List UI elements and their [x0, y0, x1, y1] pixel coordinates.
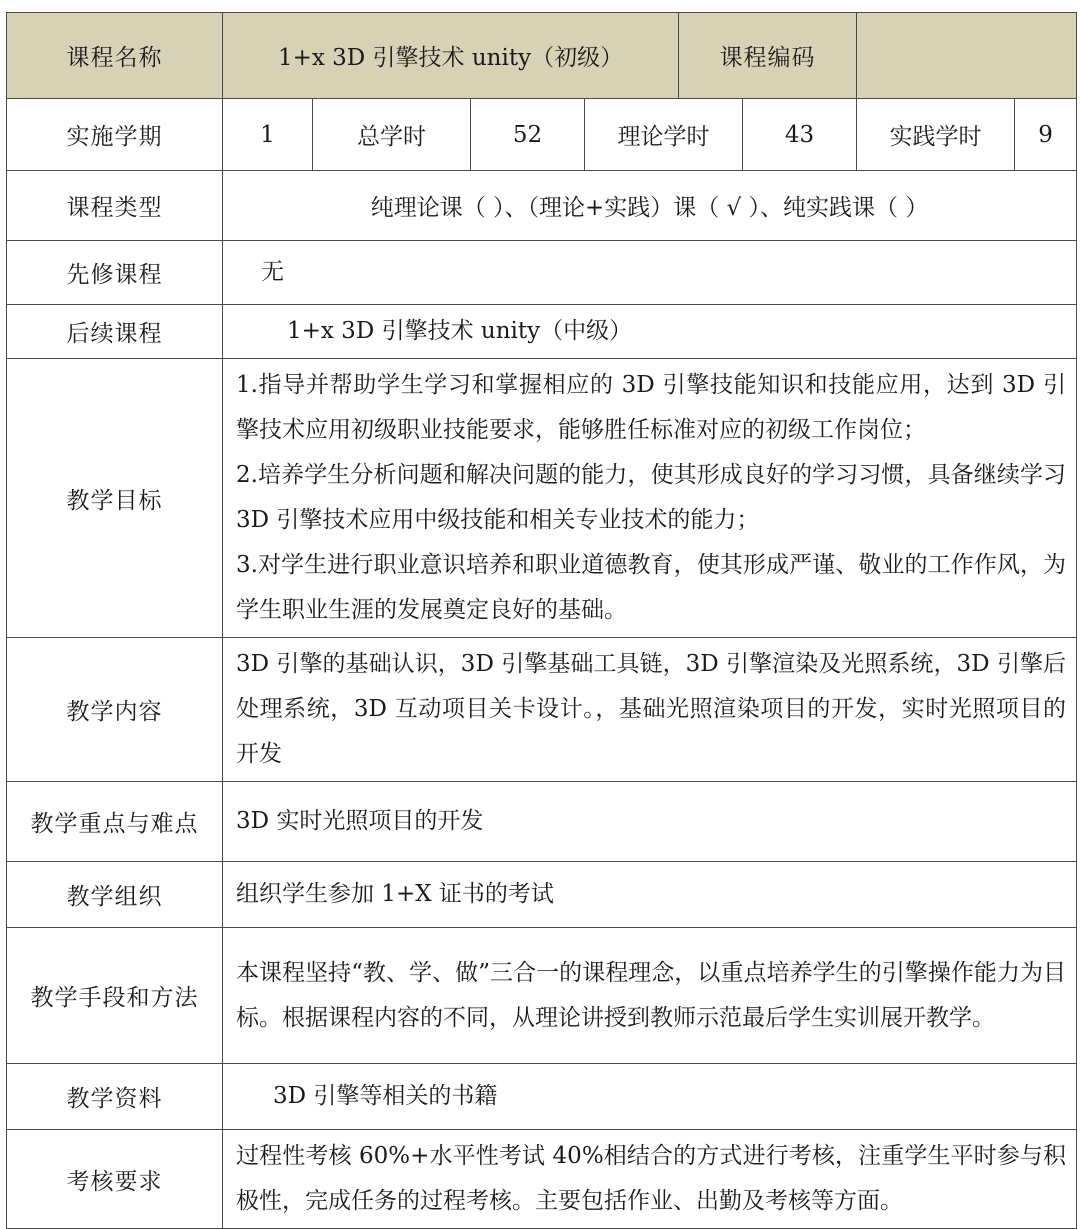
- key-points-value: 3D 实时光照项目的开发: [223, 782, 1077, 862]
- assessment-row: [7, 1130, 1077, 1229]
- assessment-label: 考核要求: [7, 1130, 223, 1229]
- follow-up-value: 1+x 3D 引擎技术 unity（中级）: [223, 305, 1077, 359]
- course-type-row: [7, 171, 1077, 241]
- materials-value: 3D 引擎等相关的书籍: [223, 1064, 1077, 1130]
- course-code-label: 课程编码: [679, 13, 857, 99]
- follow-up-label: 后续课程: [7, 305, 223, 359]
- course-code-value: [857, 13, 1077, 99]
- assessment-value: [223, 1130, 1077, 1229]
- content-label: 教学内容: [7, 638, 223, 782]
- objectives-label: 教学目标: [7, 359, 223, 638]
- methods-label: 教学手段和方法: [7, 928, 223, 1064]
- total-hours-value: 52: [471, 99, 585, 171]
- organization-label: 教学组织: [7, 862, 223, 928]
- practice-hours-value: 9: [1015, 99, 1077, 171]
- course-syllabus-table: [6, 12, 1077, 1229]
- objectives-row: [7, 359, 1077, 638]
- key-points-label: 教学重点与难点: [7, 782, 223, 862]
- methods-text: 本课程坚持“教、学、做”三合一的课程理念，以重点培养学生的引擎操作能力为目标。根据课程内容的不同，从理论讲授到教师示范最后学生实训展开教学。: [236, 959, 1067, 1031]
- course-name-value: 1+x 3D 引擎技术 unity（初级）: [223, 13, 679, 99]
- follow-up-row: [7, 305, 1077, 359]
- objective-item-2: 2.培养学生分析问题和解决问题的能力，使其形成良好的学习习惯，具备继续学习 3D 引擎技术应用中级技能和相关专业技术的能力；: [236, 462, 1067, 533]
- prerequisite-label: 先修课程: [7, 241, 223, 305]
- objective-item-3: 3.对学生进行职业意识培养和职业道德教育，使其形成严谨、敬业的工作作风，为学生职业生涯的发展奠定良好的基础。: [236, 552, 1067, 623]
- semester-value: 1: [223, 99, 313, 171]
- objectives-value: [223, 359, 1077, 638]
- course-type-value: 纯理论课（ ）、（理论+实践）课（ √ ）、纯实践课（ ）: [223, 171, 1077, 241]
- objective-item-1: 1.指导并帮助学生学习和掌握相应的 3D 引擎技能知识和技能应用，达到 3D 引擎技术应用初级职业技能要求，能够胜任标准对应的初级工作岗位；: [236, 372, 1067, 443]
- total-hours-label: 总学时: [313, 99, 471, 171]
- content-value: [223, 638, 1077, 782]
- materials-row: [7, 1064, 1077, 1130]
- theory-hours-label: 理论学时: [585, 99, 743, 171]
- practice-hours-label: 实践学时: [857, 99, 1015, 171]
- theory-hours-value: 43: [743, 99, 857, 171]
- assessment-text: 过程性考核 60%+水平性考试 40%相结合的方式进行考核，注重学生平时参与积极性，完成任务的过程考核。主要包括作业、出勤及考核等方面。: [236, 1143, 1067, 1214]
- prerequisite-row: [7, 241, 1077, 305]
- organization-row: [7, 862, 1077, 928]
- course-name-label: 课程名称: [7, 13, 223, 99]
- content-text: 3D 引擎的基础认识，3D 引擎基础工具链，3D 引擎渲染及光照系统，3D 引擎后处理系统，3D 互动项目关卡设计。，基础光照渲染项目的开发，实时光照项目的开发: [236, 651, 1067, 767]
- hours-row: [7, 99, 1077, 171]
- content-row: [7, 638, 1077, 782]
- key-points-row: [7, 782, 1077, 862]
- semester-label: 实施学期: [7, 99, 223, 171]
- organization-value: 组织学生参加 1+X 证书的考试: [223, 862, 1077, 928]
- course-name-row: [7, 13, 1077, 99]
- course-type-label: 课程类型: [7, 171, 223, 241]
- prerequisite-value: 无: [223, 241, 1077, 305]
- materials-label: 教学资料: [7, 1064, 223, 1130]
- methods-row: [7, 928, 1077, 1064]
- methods-value: [223, 928, 1077, 1064]
